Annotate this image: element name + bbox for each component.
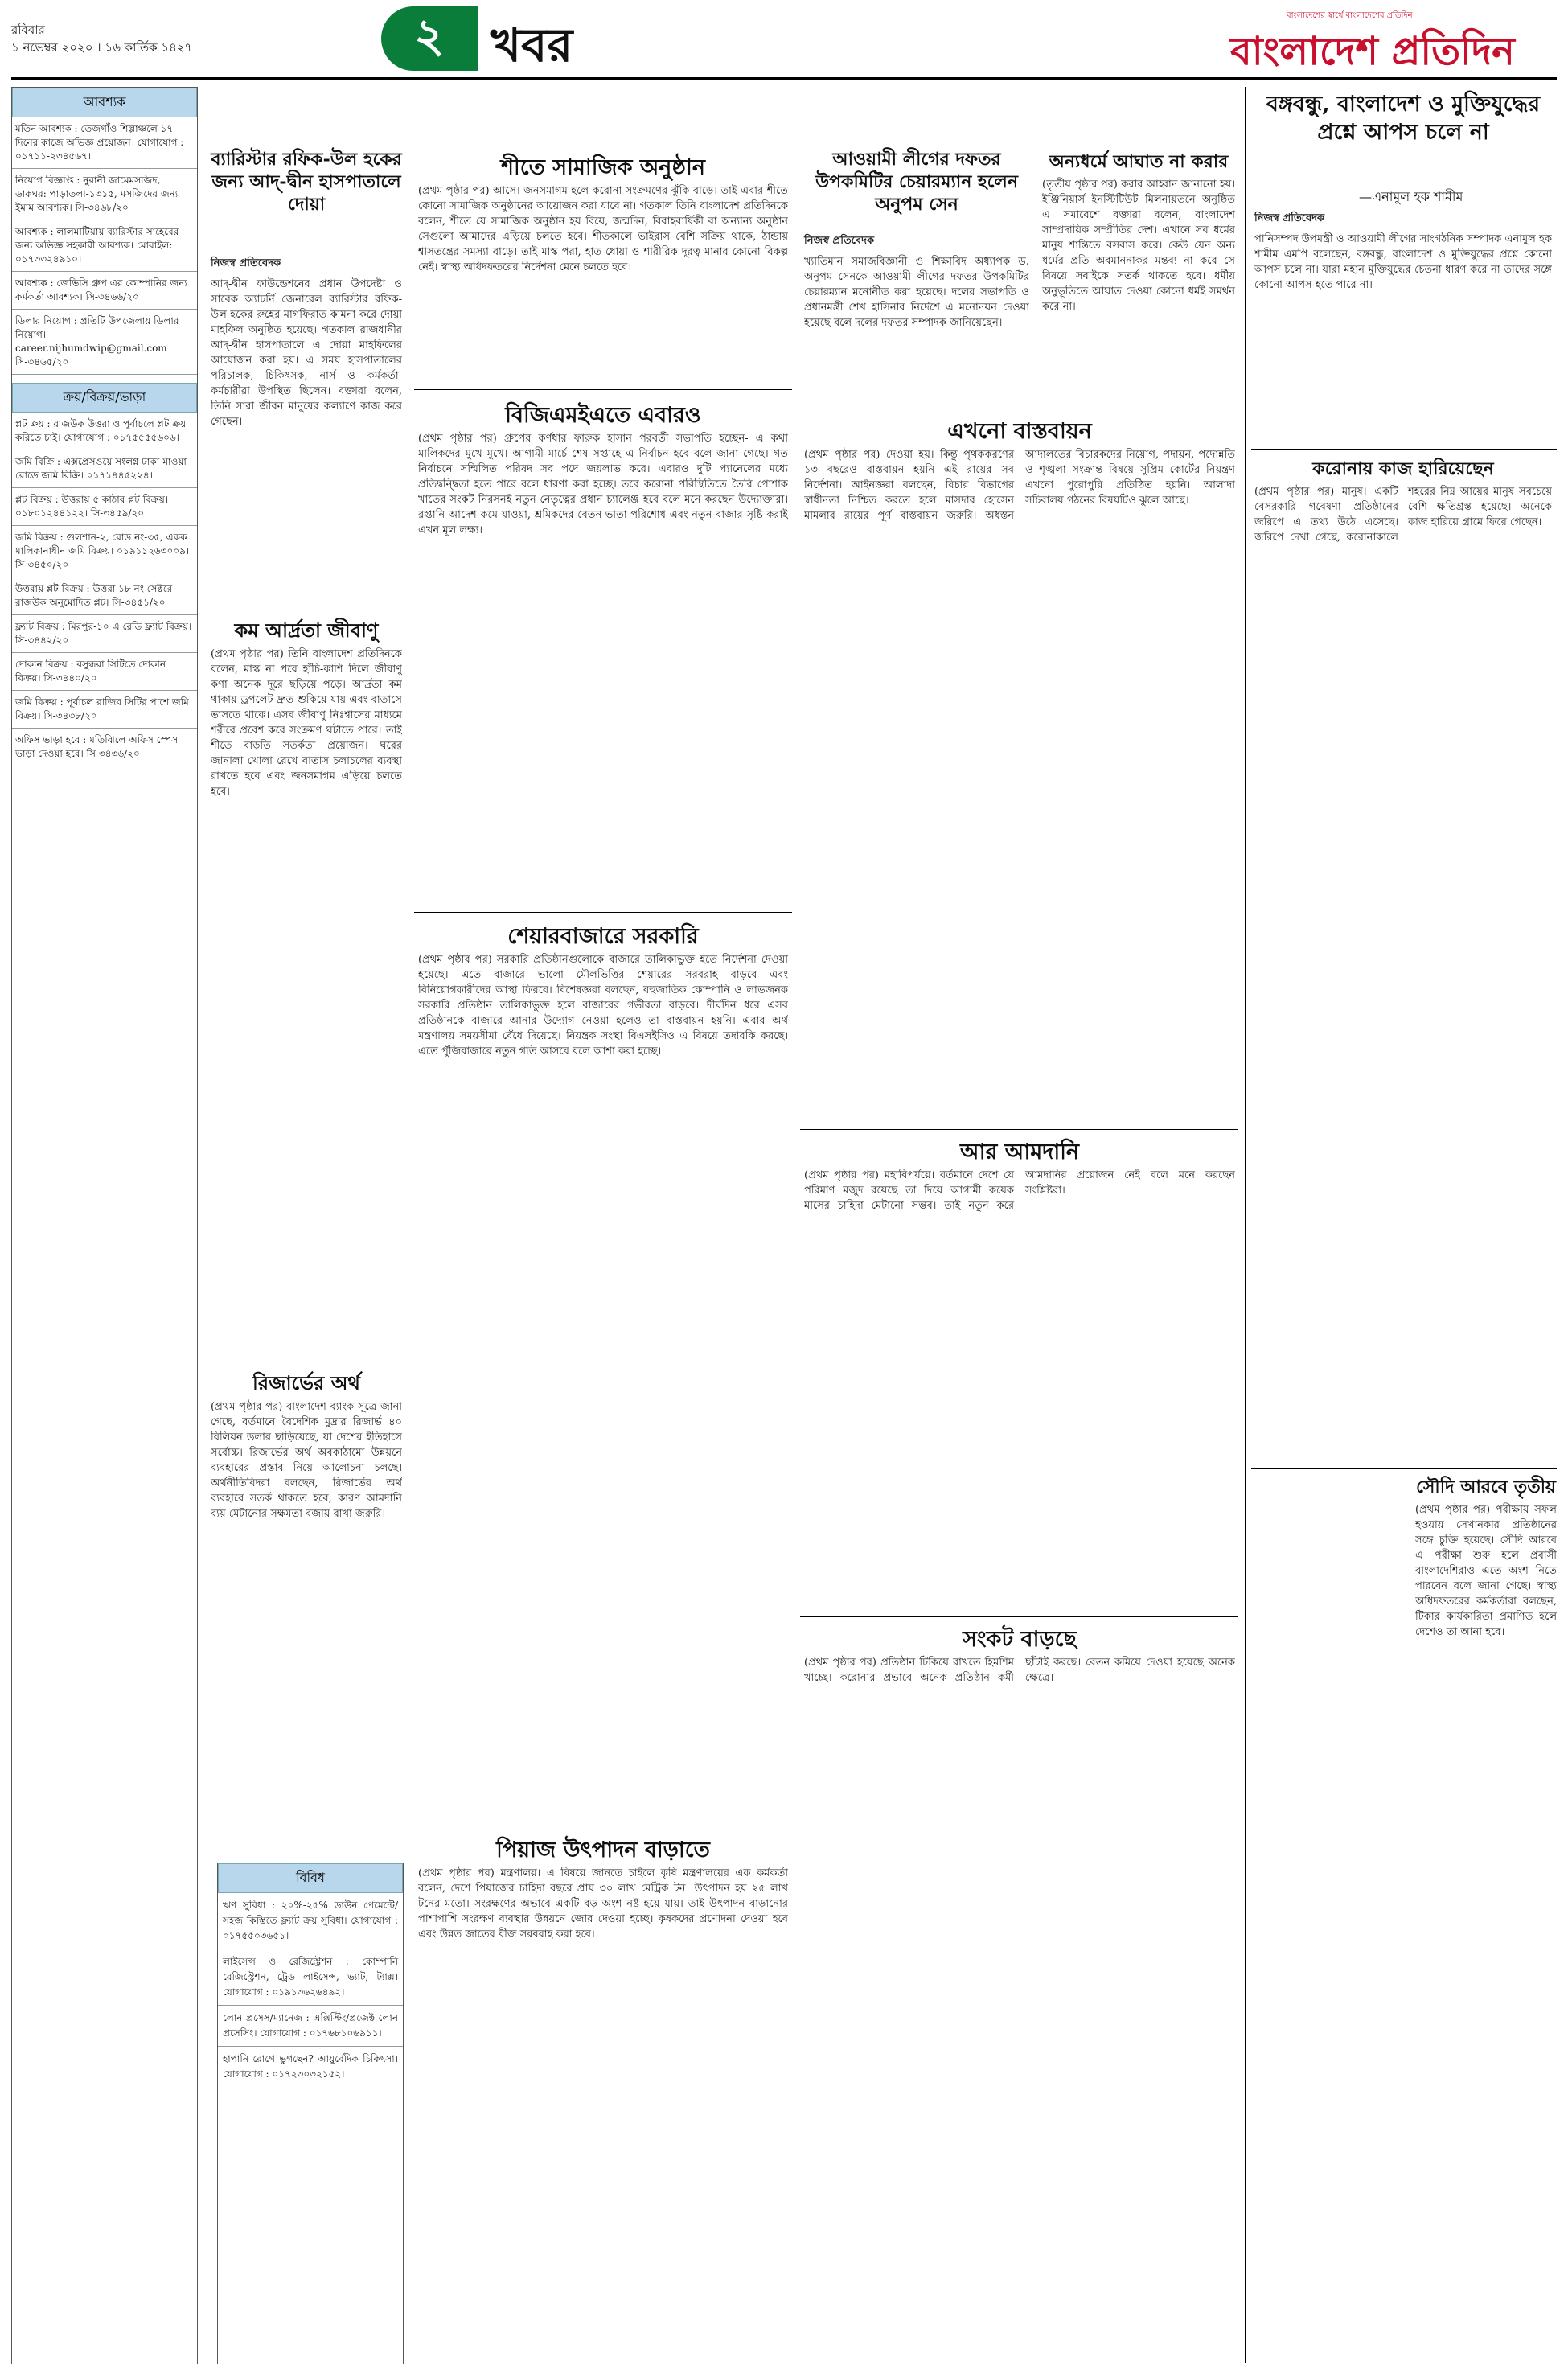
sankot-body: (প্রথম পৃষ্ঠার পর) প্রতিষ্ঠান টিকিয়ে রাখতে হিমশিম খাচ্ছে। করোনার প্রভাবে অনেক প্রতিষ্ঠান কর্মী ছাঁটাই করছে। বেতন কমিয়ে দেওয়া হয়েছে অনেক ক্ষেত্রে। (804, 1657, 1235, 1684)
section-title: খবর (491, 18, 573, 72)
bastobayon-headline: এখনো বাস্তবায়ন (947, 419, 1092, 444)
dharma-body: (তৃতীয় পৃষ্ঠার পর) করার আহ্বান জানানো হয়। ইঞ্জিনিয়ার্স ইনস্টিটিউট মিলনায়তনে অনুষ্ঠিত এ সমাবেশে বক্তারা বলেন, বাংলাদেশ সাম্প্রদায়িক সম্প্রীতির দেশ। এখানে সব ধর্মের মানুষ শান্তিতে বসবাস করে। কেউ যেন অন্য ধর্মের প্রতি অবমাননাকর মন্তব্য না করে সে বিষয়ে সবাইকে সতর্ক থাকতে হবে। ধর্মীয় অনুভূতিতে আঘাত দেওয়া কোনো ধর্মই সমর্থন করে না। (1042, 179, 1235, 313)
shoite-body: (প্রথম পৃষ্ঠার পর) আসে। জনসমাগম হলে করোনা সংক্রমণের ঝুঁকি বাড়ে। তাই এবার শীতে কোনো সামাজিক অনুষ্ঠানের আয়োজন করা যাবে না। গতকাল তিনি বাংলাদেশ প্রতিদিনকে বলেন, শীতে যে সামাজিক অনুষ্ঠান হয় বিয়ে, জন্মদিন, বিবাহবার্ষিকী বা অন্যান্য অনুষ্ঠান সেগুলো আমাদের এড়িয়ে চলতে হবে। শীতকালে ভাইরাস বেশি সক্রিয় থাকে, ঠান্ডায় শ্বাসতন্ত্রের সমস্যা বাড়ে। তাই মাস্ক পরা, হাত ধোয়া ও শারীরিক দূরত্ব মানার কোনো বিকল্প নেই। স্বাস্থ্য অধিদফতরের নির্দেশনা মেনে চলতে হবে। (418, 185, 788, 273)
vertical-divider (1245, 87, 1246, 2363)
piaj-body: (প্রথম পৃষ্ঠার পর) মন্ত্রণালয়। এ বিষয়ে জানতে চাইলে কৃষি মন্ত্রণালয়ের এক কর্মকর্তা বলেন, দেশে পিয়াজের চাহিদা বছরে প্রায় ৩০ লাখ মেট্রিক টন। উৎপাদন হয় ২৫ লাখ টনের মতো। সংরক্ষণের অভাবে একটি বড় অংশ নষ্ট হয়ে যায়। তাই উৎপাদন বাড়ানোর পাশাপাশি সংরক্ষণ ব্যবস্থার উন্নয়নে জোর দেওয়া হচ্ছে। কৃষকদের প্রণোদনা দেওয়া হবে এবং উন্নত জাতের বীজ সরবরাহ করা হবে। (418, 1867, 788, 1941)
bibidh-box (217, 1863, 404, 2364)
piaj-headline: পিয়াজ উৎপাদন বাড়াতে (496, 1838, 710, 1863)
classified-item: ফ্ল্যাট বিক্রয় : মিরপুর-১০ এ রেডি ফ্ল্যাট বিক্রয়। সি-৩৪৪২/২০ (12, 615, 197, 653)
bangabandhu-subhead: —এনামুল হক শামীম (1359, 189, 1463, 204)
bijiem-headline: বিজিএমইএতে এবারও (505, 403, 701, 428)
bibidh-title: বিবিধ (218, 1863, 403, 1893)
awami-body: খ্যাতিমান সমাজবিজ্ঞানী ও শিক্ষাবিদ অধ্যাপক ড. অনুপম সেনকে আওয়ামী লীগের দফতর উপকমিটির চেয়ারম্যান মনোনীত করা হয়েছে। দলের সভাপতি ও প্রধানমন্ত্রী শেখ হাসিনার নির্দেশে এ মনোনয়ন দেওয়া হয়েছে বলে দলের দফতর সম্পাদক জানিয়েছেন। (804, 256, 1029, 329)
divider (800, 1129, 1238, 1130)
page-number-text: ২ (414, 7, 445, 63)
bangabandhu-byline: নিজস্ব প্রতিবেদক (1254, 212, 1325, 224)
classified-item: অফিস ভাড়া হবে : মতিঝিলে অফিস স্পেস ভাড়া দেওয়া হবে। সি-৩৪৩৬/২০ (12, 729, 197, 766)
classified-item: জমি বিক্রয় : গুলশান-২, রোড নং-৩৫, একক মালিকানাধীন জমি বিক্রয়। ০১৯১১২৬৩০০৯। সি-৩৪৫০/২০ (12, 526, 197, 577)
bibidh-item: লাইসেন্স ও রেজিস্ট্রেশন : কোম্পানি রেজিস্ট্রেশন, ট্রেড লাইসেন্স, ভ্যাট, ট্যাক্স। যোগাযোগ : ০১৯১৩৬২৬৪৯২। (218, 1949, 403, 2006)
classified-item: প্লট ক্রয় : রাজউক উত্তরা ও পূর্বাচলে প্লট ক্রয় করিতে চাই। যোগাযোগ : ০১৭৫৫৫৫৬০৬। (12, 413, 197, 450)
share-body: (প্রথম পৃষ্ঠার পর) সরকারি প্রতিষ্ঠানগুলোকে বাজারে তালিকাভুক্ত হতে নির্দেশনা দেওয়া হয়েছে। এতে বাজারে ভালো মৌলভিত্তির শেয়ারের সরবরাহ বাড়বে এবং বিনিয়োগকারীদের আস্থা ফিরবে। বিশেষজ্ঞরা বলছেন, বহুজাতিক কোম্পানি ও লাভজনক সরকারি প্রতিষ্ঠান তালিকাভুক্ত হলে বাজারের গভীরতা বাড়বে। দীর্ঘদিন ধরে এসব প্রতিষ্ঠানকে বাজারে আনার উদ্যোগ নেওয়া হলেও তা বাস্তবায়ন হয়নি। এবার অর্থ মন্ত্রণালয় সময়সীমা বেঁধে দিয়েছে। নিয়ন্ত্রক সংস্থা বিএসইসিও এ বিষয়ে তদারকি করছে। এতে পুঁজিবাজারে নতুন গতি আসবে বলে আশা করা হচ্ছে। (418, 954, 788, 1058)
classified-item: জমি বিক্রয় : পূর্বাচল রাজিব সিটির পাশে জমি বিক্রয়। সি-৩৪৩৮/২০ (12, 691, 197, 729)
classified-item: আবশ্যক : জেভিসি গ্রুপ এর কোম্পানির জন্য কর্মকর্তা আবশ্যক। সি-৩৪৬৬/২০ (12, 272, 197, 310)
header-rule (11, 77, 1557, 80)
brand-tagline: বাংলাদেশের স্বার্থে বাংলাদেশের প্রতিদিন (1287, 11, 1413, 20)
divider (1251, 449, 1557, 450)
reserve-body: (প্রথম পৃষ্ঠার পর) বাংলাদেশ ব্যাংক সূত্রে জানা গেছে, বর্তমানে বৈদেশিক মুদ্রার রিজার্ভ ৪০ বিলিয়ন ডলার ছাড়িয়েছে, যা দেশের ইতিহাসে সর্বোচ্চ। রিজার্ভের অর্থ অবকাঠামো উন্নয়নে ব্যবহারের প্রস্তাব নিয়ে আলোচনা চলছে। অর্থনীতিবিদরা বলছেন, রিজার্ভের অর্থ ব্যবহারে সতর্ক থাকতে হবে, কারণ আমদানি ব্যয় মেটানোর সক্ষমতা বজায় রাখা জরুরি। (211, 1401, 402, 1520)
classified-item: উত্তরায় প্লট বিক্রয় : উত্তরা ১৮ নং সেক্টরে রাজউক অনুমোদিত প্লট। সি-৩৪৫১/২০ (12, 577, 197, 615)
divider (414, 912, 792, 913)
barrister-byline: নিজস্ব প্রতিবেদক (211, 257, 281, 269)
awami-byline: নিজস্ব প্রতিবেদক (804, 235, 875, 247)
awami-headline: আওয়ামী লীগের দফতর উপকমিটির চেয়ারম্যান হলেন অনুপম সেন (815, 149, 1018, 215)
dharma-headline: অন্যধর্মে আঘাত না করার (1049, 151, 1229, 172)
barrister-body: আদ্-দ্বীন ফাউন্ডেশনের প্রধান উপদেষ্টা ও সাবেক অ্যাটর্নি জেনারেল ব্যারিস্টার রফিক-উল হকের রুহের মাগফিরাত কামনা করে দোয়া মাহফিল অনুষ্ঠিত হয়েছে। গতকাল রাজধানীর আদ্-দ্বীন হাসপাতালে এ দোয়া মাহফিলের আয়োজন করা হয়। এ সময় হাসপাতালের পরিচালক, চিকিৎসক, নার্স ও কর্মকর্তা-কর্মচারীরা উপস্থিত ছিলেন। বক্তারা বলেন, তিনি সারা জীবন মানুষের কল্যাণে কাজ করে গেছেন। (211, 278, 402, 428)
bibidh-item: লোন প্রসেস/ম্যানেজ : এক্সিস্টিং/প্রজেক্ট লোন প্রসেসিং। যোগাযোগ : ০১৭৬৮১০৬৯১১। (218, 2006, 403, 2047)
classified-column (11, 87, 198, 2364)
divider (414, 389, 792, 390)
classified-item: দোকান বিক্রয় : বসুন্ধরা সিটিতে দোকান বিক্রয়। সি-৩৪৪০/২০ (12, 653, 197, 691)
header-date: ১ নভেম্বর ২০২০ । ১৬ কার্তিক ১৪২৭ (11, 40, 193, 55)
amdani-body: (প্রথম পৃষ্ঠার পর) মহাবিপর্যয়ে। বর্তমানে দেশে যে পরিমাণ মজুদ রয়েছে তা দিয়ে আগামী কয়েক মাসের চাহিদা মেটানো সম্ভব। তাই নতুন করে আমদানির প্রয়োজন নেই বলে মনে করছেন সংশ্লিষ্টরা। (804, 1169, 1235, 1212)
bibidh-item: হাপানি রোগে ভুগছেন? আয়ুর্বেদিক চিকিৎসা। যোগাযোগ : ০১৭২৩০৩২১৫২। (223, 2053, 398, 2080)
amdani-headline: আর আমদানি (959, 1140, 1080, 1164)
bibidh-item: ঋণ সুবিধা : ২০%-২৫% ডাউন পেমেন্টে/ সহজ কিস্তিতে ফ্ল্যাট ক্রয় সুবিধা। যোগাযোগ : ০১৭৫৫০৩৬৫১। (218, 1893, 403, 1949)
soudi-body: (প্রথম পৃষ্ঠার পর) পরীক্ষায় সফল হওয়ায় সেখানকার প্রতিষ্ঠানের সঙ্গে চুক্তি হয়েছে। সৌদি আরবে এ পরীক্ষা শুরু হলে প্রবাসী বাংলাদেশিরাও এতে অংশ নিতে পারবেন বলে জানা গেছে। স্বাস্থ্য অধিদফতরের কর্মকর্তারা বলছেন, টিকার কার্যকারিতা প্রমাণিত হলে দেশেও তা আনা হবে। (1415, 1504, 1557, 1638)
soudi-headline: সৌদি আরবে তৃতীয় (1415, 1477, 1557, 1497)
classified-item: আবশ্যক : লালমাটিয়ায় ব্যারিস্টার সাহেবের জন্য অভিজ্ঞ সহকারী আবশ্যক। মোবাইল: ০১৭৩৩২৪৯১০। (12, 220, 197, 272)
bangabandhu-body: পানিসম্পদ উপমন্ত্রী ও আওয়ামী লীগের সাংগঠনিক সম্পাদক এনামুল হক শামীম এমপি বলেছেন, বঙ্গবন্ধু, বাংলাদেশ ও মুক্তিযুদ্ধের প্রশ্নে কোনো আপস চলে না। যারা মহান মুক্তিযুদ্ধের চেতনা ধারণ করে না তাদের সঙ্গে কোনো আপস হতে পারে না। (1254, 233, 1552, 291)
bastobayon-body: (প্রথম পৃষ্ঠার পর) দেওয়া হয়। কিন্তু পৃথককরণের ১৩ বছরেও বাস্তবায়ন হয়নি এই রায়ের সব নির্দেশনা। আইনজ্ঞরা বলছেন, বিচার বিভাগের স্বাধীনতা নিশ্চিত করতে হলে মাসদার হোসেন মামলার রায়ের পূর্ণ বাস্তবায়ন জরুরি। অধস্তন আদালতের বিচারকদের নিয়োগ, পদায়ন, পদোন্নতি ও শৃঙ্খলা সংক্রান্ত বিষয়ে সুপ্রিম কোর্টের নিয়ন্ত্রণ এখনো পুরোপুরি প্রতিষ্ঠিত হয়নি। আলাদা সচিবালয় গঠনের বিষয়টিও ঝুলে আছে। (804, 449, 1235, 522)
classified-item: নিয়োগ বিজ্ঞপ্তি : নুরানী জামেমসজিদ, ডাকঘর: পাড়াতলা-১৩১৫, মসজিদের জন্য ইমাম আবশ্যক। সি-৩৪৬৮/২০ (12, 169, 197, 220)
sankot-headline: সংকট বাড়ছে (963, 1627, 1077, 1652)
barrister-headline: ব্যারিস্টার রফিক-উল হকের জন্য আদ্-দ্বীন হাসপাতালে দোয়া (211, 149, 402, 215)
bangabandhu-headline: বঙ্গবন্ধু, বাংলাদেশ ও মুক্তিযুদ্ধের প্রশ্নে আপস চলে না (1266, 92, 1541, 145)
classified-item: মতিন আবশ্যক : তেজগাঁও শিল্পাঞ্চলে ১৭ দিনের কাজে অভিজ্ঞ প্রয়োজন। যোগাযোগ : ০১৭১১-২৩৪৫৬৭। (12, 117, 197, 169)
brand-logo: বাংলাদেশ প্রতিদিন (1230, 29, 1515, 74)
page-number (381, 6, 478, 71)
reserve-headline: রিজার্ভের অর্থ (252, 1371, 360, 1394)
classified-title-wanted: আবশ্যক (12, 88, 197, 117)
karona-body: (প্রথম পৃষ্ঠার পর) মানুষ। একটি বেসরকারি গবেষণা প্রতিষ্ঠানের জরিপে এ তথ্য উঠে এসেছে। জরিপে দেখা গেছে, করোনাকালে শহরের নিম্ন আয়ের মানুষ সবচেয়ে বেশি ক্ষতিগ্রস্ত হয়েছে। অনেকে কাজ হারিয়ে গ্রামে ফিরে গেছেন। (1254, 486, 1552, 544)
share-headline: শেয়ারবাজারে সরকারি (507, 924, 699, 949)
classified-title-buysell: ক্রয়/বিক্রয়/ভাড়া (12, 383, 197, 413)
shoite-headline: শীতে সামাজিক অনুষ্ঠান (501, 155, 705, 180)
ardrota-body: (প্রথম পৃষ্ঠার পর) তিনি বাংলাদেশ প্রতিদিনকে বলেন, মাস্ক না পরে হাঁচি-কাশি দিলে জীবাণু কণা অনেক দূরে ছড়িয়ে পড়ে। আর্দ্রতা কম থাকায় ড্রপলেট দ্রুত শুকিয়ে যায় এবং বাতাসে ভাসতে থাকে। এসব জীবাণু নিঃশ্বাসের মাধ্যমে শরীরে প্রবেশ করে সংক্রমণ ঘটাতে পারে। তাই শীতে বাড়তি সতর্কতা প্রয়োজন। ঘরের জানালা খোলা রেখে বাতাস চলাচলের ব্যবস্থা রাখতে হবে এবং জনসমাগম এড়িয়ে চলতে হবে। (211, 648, 402, 798)
classified-item: ডিলার নিয়োগ : প্রতিটি উপজেলায় ডিলার নিয়োগ। career.nijhumdwip@gmail.com সি-৩৪৬৫/২০ (12, 310, 197, 375)
divider (1251, 1468, 1557, 1469)
classified-item: জমি বিক্রি : এক্সপ্রেসওয়ে সংলগ্ন ঢাকা-মাওয়া রোডে জমি বিক্রি। ০১৭১৪৪৫২২৪। (12, 450, 197, 488)
karona-headline: করোনায় কাজ হারিয়েছেন (1312, 458, 1494, 479)
classified-item: প্লট বিক্রয় : উত্তরায় ৫ কাঠার প্লট বিক্রয়। ০১৮০১২৪৪১২২। সি-৩৪৫৯/২০ (12, 488, 197, 526)
bijiem-body: (প্রথম পৃষ্ঠার পর) গ্রুপের কর্ণধার ফারুক হাসান পরবর্তী সভাপতি হচ্ছেন- এ কথা মালিকদের মুখে মুখে। আগামী মার্চে শেষ সপ্তাহে এ নির্বাচন হবে বলে জানা গেছে। গত নির্বাচনে সম্মিলিত পরিষদ সব পদে জয়লাভ করে। এবারও দুটি প্যানেলের মধ্যে প্রতিদ্বন্দ্বিতা হতে পারে বলে ধারণা করা হচ্ছে। তবে করোনা পরিস্থিতিতে তৈরি পোশাক খাতের সংকট নিরসনই নতুন নেতৃত্বের প্রধান চ্যালেঞ্জ হবে বলে মনে করছেন উদ্যোক্তারা। রপ্তানি আদেশ কমে যাওয়া, শ্রমিকদের বেতন-ভাতা পরিশোধ এবং নতুন বাজার সৃষ্টি করাই এখন মূল লক্ষ্য। (418, 433, 788, 536)
divider (800, 1616, 1238, 1617)
header-day: রবিবার (11, 23, 45, 37)
ardrota-headline: কম আর্দ্রতা জীবাণু (234, 618, 379, 642)
